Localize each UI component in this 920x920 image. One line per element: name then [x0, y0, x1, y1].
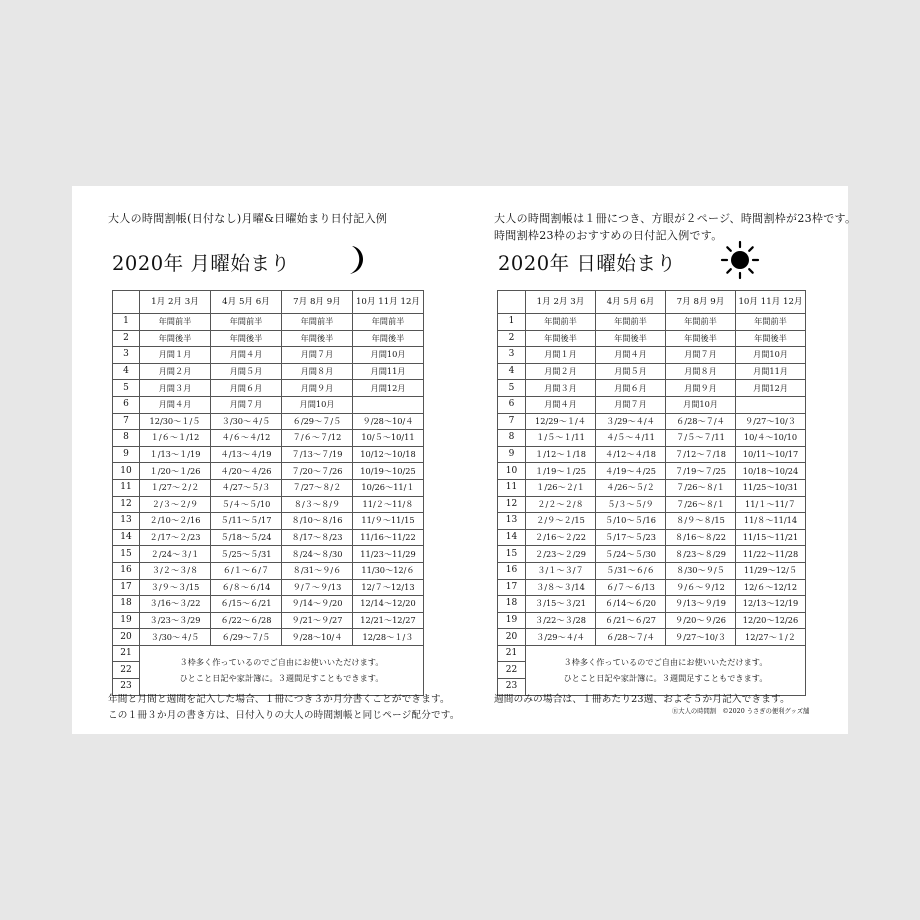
- table-cell: ６/22～６/28: [211, 612, 282, 629]
- table-cell: 月間９月: [282, 380, 353, 397]
- table-cell: ８/24～８/30: [282, 546, 353, 563]
- table-cell: 12/28～１/３: [353, 629, 424, 646]
- table-cell: 月間10月: [282, 396, 353, 413]
- table-row: [113, 596, 424, 613]
- row-number: 12: [498, 496, 526, 513]
- table-cell: 年間後半: [140, 330, 211, 347]
- row-number: 8: [498, 430, 526, 447]
- table-cell: 年間前半: [736, 314, 806, 331]
- row-number: 15: [498, 546, 526, 563]
- table-cell: 月間４月: [596, 347, 666, 364]
- table-row: [113, 314, 424, 331]
- table-row: [113, 645, 424, 662]
- table-row: [498, 629, 806, 646]
- table-cell: 12/21～12/27: [353, 612, 424, 629]
- table-cell: 月間３月: [140, 380, 211, 397]
- table-row: [498, 347, 806, 364]
- table-cell: ７/12～７/18: [666, 446, 736, 463]
- intro-text: [108, 210, 387, 227]
- table-cell: 11/29～12/５: [736, 562, 806, 579]
- table-cell: 月間３月: [526, 380, 596, 397]
- table-cell: ８/23～８/29: [666, 546, 736, 563]
- table-row: [113, 479, 424, 496]
- table-cell: 11/25～10/31: [736, 479, 806, 496]
- table-cell: ８/10～８/16: [282, 513, 353, 530]
- table-cell: 12/14～12/20: [353, 596, 424, 613]
- table-cell: 12/20～12/26: [736, 612, 806, 629]
- table-cell: 10/26～11/１: [353, 479, 424, 496]
- table-row: [113, 546, 424, 563]
- table-cell: 11/２～11/８: [353, 496, 424, 513]
- row-number: 12: [113, 496, 140, 513]
- row-number: 23: [113, 679, 140, 696]
- table-cell: 月間10月: [736, 347, 806, 364]
- table-cell: 月間８月: [282, 363, 353, 380]
- table-cell: ２/10～２/16: [140, 513, 211, 530]
- table-cell: ７/26～８/１: [666, 479, 736, 496]
- table-cell: 10/19～10/25: [353, 463, 424, 480]
- column-header: 4月 5月 6月: [211, 291, 282, 314]
- table-row: [113, 612, 424, 629]
- table-cell: ９/13～９/19: [666, 596, 736, 613]
- column-header: 7月 8月 9月: [666, 291, 736, 314]
- table-cell: ６/８～６/14: [211, 579, 282, 596]
- table-cell: 12/27～１/２: [736, 629, 806, 646]
- table-row: [498, 396, 806, 413]
- table-cell: 年間後半: [282, 330, 353, 347]
- table-row: [498, 546, 806, 563]
- table-cell: 年間前半: [282, 314, 353, 331]
- row-number: 20: [498, 629, 526, 646]
- footnote-line: 年間と月間と週間を記入した場合、１冊につき３か月分書くことができます。: [108, 694, 450, 705]
- table-cell: ４/５～４/11: [596, 430, 666, 447]
- table-cell: １/５～１/11: [526, 430, 596, 447]
- table-cell: 月間４月: [526, 396, 596, 413]
- table-cell: ５/18～５/24: [211, 529, 282, 546]
- table-cell: 月間１月: [526, 347, 596, 364]
- table-cell: 年間後半: [211, 330, 282, 347]
- table-cell: 月間10月: [666, 396, 736, 413]
- schedule-table: [497, 290, 806, 696]
- table-cell: 12/30～１/５: [140, 413, 211, 430]
- table-cell: ５/４～５/10: [211, 496, 282, 513]
- table-cell: 年間後半: [596, 330, 666, 347]
- table-row: [113, 629, 424, 646]
- table-row: [113, 380, 424, 397]
- table-row: [498, 314, 806, 331]
- table-row: [113, 529, 424, 546]
- table-cell: １/26～２/１: [526, 479, 596, 496]
- row-number: 7: [113, 413, 140, 430]
- table-row: [113, 496, 424, 513]
- table-cell: 年間前半: [666, 314, 736, 331]
- table-cell: ２/17～２/23: [140, 529, 211, 546]
- table-header-row: [498, 291, 806, 314]
- table-cell: ２/３～２/９: [140, 496, 211, 513]
- table-cell: ５/31～６/６: [596, 562, 666, 579]
- free-use-note: [526, 645, 806, 695]
- table-cell: [736, 396, 806, 413]
- table-row: [113, 363, 424, 380]
- crescent-moon-icon: [344, 244, 370, 276]
- row-number: 13: [113, 513, 140, 530]
- footnote: [108, 692, 460, 724]
- table-cell: ８/17～８/23: [282, 529, 353, 546]
- schedule-table: [112, 290, 424, 696]
- row-number: 6: [498, 396, 526, 413]
- table-cell: 12/６～12/12: [736, 579, 806, 596]
- row-number: 17: [113, 579, 140, 596]
- table-cell: 年間後半: [353, 330, 424, 347]
- table-cell: ９/６～９/12: [666, 579, 736, 596]
- table-cell: 12/29～１/４: [526, 413, 596, 430]
- intro-text: [494, 210, 856, 244]
- table-row: [498, 645, 806, 662]
- row-number: 2: [113, 330, 140, 347]
- table-cell: 月間12月: [736, 380, 806, 397]
- table-cell: 11/１～11/７: [736, 496, 806, 513]
- page-heading: 2020年 日曜始まり: [498, 252, 677, 275]
- table-cell: ４/27～５/３: [211, 479, 282, 496]
- column-header: 1月 2月 3月: [140, 291, 211, 314]
- row-number: 10: [113, 463, 140, 480]
- column-header: 4月 5月 6月: [596, 291, 666, 314]
- table-row: [113, 330, 424, 347]
- table-cell: ２/23～２/29: [526, 546, 596, 563]
- table-cell: ９/14～９/20: [282, 596, 353, 613]
- table-cell: 年間前半: [526, 314, 596, 331]
- table-cell: 月間12月: [353, 380, 424, 397]
- table-cell: ５/10～５/16: [596, 513, 666, 530]
- table-cell: ２/２～２/８: [526, 496, 596, 513]
- table-cell: 月間７月: [282, 347, 353, 364]
- table-cell: 月間11月: [353, 363, 424, 380]
- table-cell: １/13～１/19: [140, 446, 211, 463]
- table-cell: 月間９月: [666, 380, 736, 397]
- table-cell: ３/22～３/28: [526, 612, 596, 629]
- table-row: [498, 330, 806, 347]
- table-cell: ９/27～10/３: [666, 629, 736, 646]
- column-header: 10月 11月 12月: [353, 291, 424, 314]
- sun-icon: [720, 240, 760, 280]
- row-number: 21: [113, 645, 140, 662]
- free-use-note-line: ひとこと日記や家計簿に。３週間足すこともできます。: [179, 673, 384, 684]
- intro-line: 大人の時間割帳(日付なし)月曜&日曜始まり日付記入例: [108, 212, 388, 225]
- table-cell: １/６～１/12: [140, 430, 211, 447]
- table-cell: 10/４～10/10: [736, 430, 806, 447]
- table-cell: 11/８～11/14: [736, 513, 806, 530]
- table-cell: 年間前半: [353, 314, 424, 331]
- table-cell: 12/13～12/19: [736, 596, 806, 613]
- table-cell: 月間７月: [211, 396, 282, 413]
- table-cell: ３/30～４/５: [211, 413, 282, 430]
- table-cell: ６/７～６/13: [596, 579, 666, 596]
- table-cell: ３/30～４/５: [140, 629, 211, 646]
- table-cell: 11/23～11/29: [353, 546, 424, 563]
- table-row: [498, 380, 806, 397]
- table-row: [113, 562, 424, 579]
- table-cell: 月間11月: [736, 363, 806, 380]
- table-cell: 月間７月: [596, 396, 666, 413]
- table-cell: ３/29～４/４: [596, 413, 666, 430]
- column-header: [498, 291, 526, 314]
- table-row: [498, 596, 806, 613]
- table-cell: ９/20～９/26: [666, 612, 736, 629]
- table-cell: 11/９～11/15: [353, 513, 424, 530]
- row-number: 22: [113, 662, 140, 679]
- column-header: [113, 291, 140, 314]
- intro-line: 時間割枠23枠のおすすめの日付記入例です。: [494, 229, 723, 242]
- row-number: 9: [113, 446, 140, 463]
- row-number: 11: [498, 479, 526, 496]
- table-cell: 月間７月: [666, 347, 736, 364]
- intro-line: 大人の時間割帳は１冊につき、方眼が２ページ、時間割枠が23枠です。: [494, 212, 857, 225]
- table-cell: 年間前半: [211, 314, 282, 331]
- row-number: 3: [113, 347, 140, 364]
- table-cell: ８/30～９/５: [666, 562, 736, 579]
- row-number: 3: [498, 347, 526, 364]
- table-cell: 年間後半: [736, 330, 806, 347]
- table-cell: ４/12～４/18: [596, 446, 666, 463]
- table-cell: ５/25～５/31: [211, 546, 282, 563]
- table-cell: ９/28～10/４: [282, 629, 353, 646]
- row-number: 1: [113, 314, 140, 331]
- table-cell: ２/９～２/15: [526, 513, 596, 530]
- table-cell: ６/28～７/４: [596, 629, 666, 646]
- table-row: [498, 529, 806, 546]
- table-row: [113, 396, 424, 413]
- column-header: 10月 11月 12月: [736, 291, 806, 314]
- table-cell: ３/８～３/14: [526, 579, 596, 596]
- row-number: 5: [498, 380, 526, 397]
- row-number: 15: [113, 546, 140, 563]
- table-cell: 月間６月: [211, 380, 282, 397]
- row-number: 17: [498, 579, 526, 596]
- table-row: [113, 430, 424, 447]
- row-number: 9: [498, 446, 526, 463]
- row-number: 11: [113, 479, 140, 496]
- row-number: 1: [498, 314, 526, 331]
- row-number: 5: [113, 380, 140, 397]
- table-row: [498, 479, 806, 496]
- row-number: 4: [498, 363, 526, 380]
- row-number: 20: [113, 629, 140, 646]
- row-number: 23: [498, 679, 526, 696]
- table-row: [113, 463, 424, 480]
- row-number: 22: [498, 662, 526, 679]
- table-cell: ５/24～５/30: [596, 546, 666, 563]
- footnote-line: 週間のみの場合は、１冊あたり23週、およそ５か月記入できます。: [494, 694, 790, 705]
- table-cell: ６/14～６/20: [596, 596, 666, 613]
- table-cell: 年間後半: [666, 330, 736, 347]
- table-cell: 月間６月: [596, 380, 666, 397]
- table-cell: ８/31～９/６: [282, 562, 353, 579]
- table-cell: 年間前半: [140, 314, 211, 331]
- table-cell: ９/21～９/27: [282, 612, 353, 629]
- table-cell: ３/15～３/21: [526, 596, 596, 613]
- page-heading: 2020年 月曜始まり: [112, 252, 291, 275]
- row-number: 19: [498, 612, 526, 629]
- table-cell: 月間４月: [140, 396, 211, 413]
- row-number: 16: [498, 562, 526, 579]
- table-cell: ８/９～８/15: [666, 513, 736, 530]
- table-row: [113, 513, 424, 530]
- row-number: 10: [498, 463, 526, 480]
- table-cell: 10/12～10/18: [353, 446, 424, 463]
- table-cell: ９/７～９/13: [282, 579, 353, 596]
- row-number: 8: [113, 430, 140, 447]
- table-row: [498, 562, 806, 579]
- table-cell: ３/29～４/４: [526, 629, 596, 646]
- table-cell: ４/６～４/12: [211, 430, 282, 447]
- free-use-note-line: ３枠多く作っているのでご自由にお使いいただけます。: [563, 657, 768, 668]
- table-cell: ６/29～７/５: [282, 413, 353, 430]
- table-cell: 月間１月: [140, 347, 211, 364]
- table-cell: ３/２～３/８: [140, 562, 211, 579]
- table-cell: 11/30～12/６: [353, 562, 424, 579]
- table-cell: １/20～１/26: [140, 463, 211, 480]
- table-cell: 12/７～12/13: [353, 579, 424, 596]
- row-number: 13: [498, 513, 526, 530]
- table-cell: １/19～１/25: [526, 463, 596, 480]
- table-cell: [353, 396, 424, 413]
- row-number: 19: [113, 612, 140, 629]
- row-number: 18: [498, 596, 526, 613]
- table-cell: 月間４月: [211, 347, 282, 364]
- row-number: 6: [113, 396, 140, 413]
- document-spread: [72, 186, 857, 734]
- table-cell: 10/18～10/24: [736, 463, 806, 480]
- row-number: 14: [498, 529, 526, 546]
- table-row: [498, 579, 806, 596]
- table-cell: ７/６～７/12: [282, 430, 353, 447]
- free-use-note-line: ３枠多く作っているのでご自由にお使いいただけます。: [179, 657, 384, 668]
- table-cell: ５/11～５/17: [211, 513, 282, 530]
- table-cell: 月間２月: [140, 363, 211, 380]
- table-cell: 年間後半: [526, 330, 596, 347]
- table-cell: 月間５月: [596, 363, 666, 380]
- table-cell: 月間２月: [526, 363, 596, 380]
- table-row: [498, 496, 806, 513]
- table-header-row: [113, 291, 424, 314]
- table-cell: ６/28～７/４: [666, 413, 736, 430]
- footnote-line: この１冊３か月の書き方は、日付入りの大人の時間割帳と同じページ配分です。: [108, 710, 460, 721]
- row-number: 18: [113, 596, 140, 613]
- row-number: 14: [113, 529, 140, 546]
- table-cell: ７/26～８/１: [666, 496, 736, 513]
- table-row: [113, 446, 424, 463]
- table-cell: ３/16～３/22: [140, 596, 211, 613]
- table-cell: 11/15～11/21: [736, 529, 806, 546]
- table-cell: 月間８月: [666, 363, 736, 380]
- table-cell: ７/13～７/19: [282, 446, 353, 463]
- table-cell: ７/20～７/26: [282, 463, 353, 480]
- column-header: 1月 2月 3月: [526, 291, 596, 314]
- table-cell: ８/３～８/９: [282, 496, 353, 513]
- table-row: [113, 347, 424, 364]
- table-cell: ２/16～２/22: [526, 529, 596, 546]
- table-cell: ７/27～８/２: [282, 479, 353, 496]
- row-number: 2: [498, 330, 526, 347]
- table-cell: ９/27～10/３: [736, 413, 806, 430]
- table-cell: ３/１～３/７: [526, 562, 596, 579]
- table-row: [498, 363, 806, 380]
- table-cell: １/12～１/18: [526, 446, 596, 463]
- table-row: [498, 446, 806, 463]
- table-cell: ４/20～４/26: [211, 463, 282, 480]
- table-cell: ３/23～３/29: [140, 612, 211, 629]
- table-row: [113, 579, 424, 596]
- table-cell: １/27～２/２: [140, 479, 211, 496]
- free-use-note: [140, 645, 424, 695]
- table-row: [498, 612, 806, 629]
- table-cell: ４/19～４/25: [596, 463, 666, 480]
- column-header: 7月 8月 9月: [282, 291, 353, 314]
- table-cell: 月間10月: [353, 347, 424, 364]
- row-number: 16: [113, 562, 140, 579]
- row-number: 21: [498, 645, 526, 662]
- free-use-note-line: ひとこと日記や家計簿に。３週間足すこともできます。: [563, 673, 768, 684]
- table-cell: ７/５～７/11: [666, 430, 736, 447]
- table-cell: ４/13～４/19: [211, 446, 282, 463]
- table-cell: 月間５月: [211, 363, 282, 380]
- table-cell: ６/21～６/27: [596, 612, 666, 629]
- table-row: [113, 413, 424, 430]
- table-cell: 10/５～10/11: [353, 430, 424, 447]
- table-cell: ６/１～６/７: [211, 562, 282, 579]
- table-row: [498, 463, 806, 480]
- table-cell: ２/24～３/１: [140, 546, 211, 563]
- table-cell: ４/26～５/２: [596, 479, 666, 496]
- row-number: 4: [113, 363, 140, 380]
- table-cell: 11/16～11/22: [353, 529, 424, 546]
- table-row: [498, 413, 806, 430]
- table-row: [498, 430, 806, 447]
- table-cell: ５/３～５/９: [596, 496, 666, 513]
- table-cell: ５/17～５/23: [596, 529, 666, 546]
- table-cell: ６/29～７/５: [211, 629, 282, 646]
- copyright-text: Ⓡ大人の時間割 ©2020 うさぎの便利グッズ舗: [672, 708, 810, 715]
- table-cell: ６/15～６/21: [211, 596, 282, 613]
- table-cell: 年間前半: [596, 314, 666, 331]
- row-number: 7: [498, 413, 526, 430]
- table-cell: 10/11～10/17: [736, 446, 806, 463]
- table-cell: ３/９～３/15: [140, 579, 211, 596]
- table-cell: 11/22～11/28: [736, 546, 806, 563]
- table-row: [498, 513, 806, 530]
- table-cell: ７/19～７/25: [666, 463, 736, 480]
- table-cell: ９/28～10/４: [353, 413, 424, 430]
- table-cell: ８/16～８/22: [666, 529, 736, 546]
